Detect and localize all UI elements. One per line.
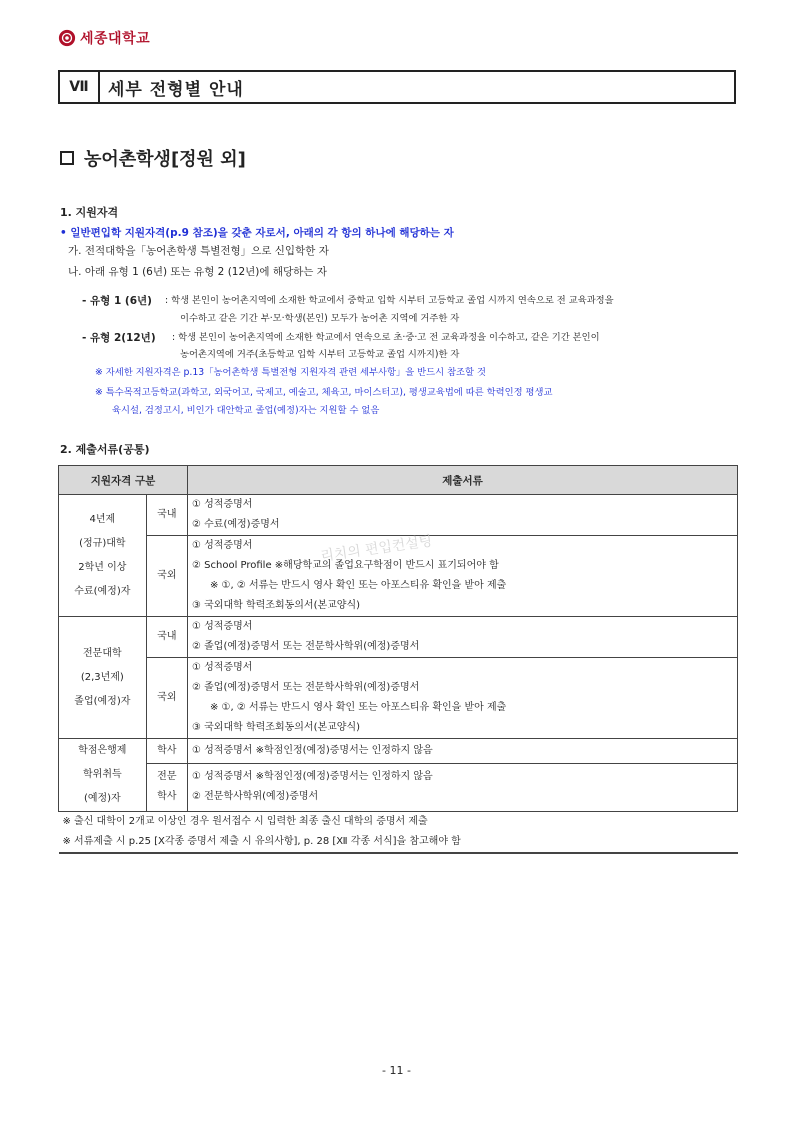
category-4yr (59, 495, 147, 617)
col-header-docs: 제출서류 (188, 466, 738, 495)
university-emblem-icon (58, 29, 76, 47)
doc-line: ③ 국외대학 학력조회동의서(본교양식) (192, 600, 361, 611)
sub-domestic: 국내 (146, 617, 187, 658)
doc-note: ※ ①, ② 서류는 반드시 영사 확인 또는 아포스티유 확인을 받아 제출 (210, 580, 507, 591)
category-line: 졸업(예정)자 (74, 695, 131, 707)
doc-line: ② 전문학사학위(예정)증명서 (192, 791, 319, 803)
category-credit-bank (59, 739, 147, 812)
doc-line: ③ 국외대학 학력조회동의서(본교양식) (192, 722, 361, 733)
s1-item-na: 나. 아래 유형 1 (6년) 또는 유형 2 (12년)에 해당하는 자 (68, 266, 327, 278)
s1-title: 1. 지원자격 (60, 206, 119, 219)
type1-line2: 이수하고 같은 기간 부·모·학생(본인) 모두가 농어촌 지역에 거주한 자 (180, 313, 460, 324)
docs-cell (188, 763, 738, 811)
university-logo (58, 28, 150, 48)
doc-line: ② 수료(예정)증명서 (192, 519, 280, 530)
table-notes (59, 812, 738, 854)
university-name: 세종대학교 (80, 31, 151, 47)
table-row (59, 763, 738, 811)
type1-line1: : 학생 본인이 농어촌지역에 소재한 학교에서 중학교 입학 시부터 고등학교 졸업 시까지 연속으로 전 교육과정을 (165, 295, 614, 306)
doc-line: ② 졸업(예정)증명서 또는 전문학사학위(예정)증명서 (192, 641, 420, 652)
table-header-row (59, 466, 738, 495)
docs-cell (188, 536, 738, 617)
type1-label: - 유형 1 (6년) (82, 295, 152, 307)
sub-foreign: 국외 (146, 658, 187, 739)
s1-bullet: • 일반편입학 지원자격(p.9 참조)을 갖춘 자로서, 아래의 각 항의 하나에 해당하는 자 (60, 227, 454, 239)
category-line: 수료(예정)자 (74, 585, 131, 597)
category-line: (정규)대학 (79, 537, 126, 549)
type2-label: - 유형 2(12년) (82, 332, 156, 344)
category-line: 학점은행제 (78, 745, 127, 756)
table-row (59, 739, 738, 764)
section-header (58, 70, 736, 104)
section-number: Ⅶ (60, 72, 100, 102)
category-line: (2,3년제) (80, 671, 124, 683)
watermark: 리치의 편입컨설팅 (319, 533, 434, 565)
table-row (59, 658, 738, 739)
doc-line: ① 성적증명서 ※학점인정(예정)증명서는 인정하지 않음 (192, 744, 433, 756)
sub-domestic: 국내 (146, 495, 187, 536)
table-row (59, 495, 738, 536)
doc-line: ① 성적증명서 (192, 662, 253, 673)
s1-note2-line2: 육시설, 검정고시, 비인가 대안학교 졸업(예정)자는 지원할 수 없음 (112, 405, 380, 416)
doc-line: ① 성적증명서 (192, 499, 253, 510)
doc-line: ① 성적증명서 (192, 621, 253, 632)
type2-line2: 농어촌지역에 거주(초등학교 입학 시부터 고등학교 졸업 시까지)한 자 (180, 349, 460, 360)
docs-cell (188, 658, 738, 739)
sub-foreign: 국외 (146, 536, 187, 617)
type2-line1: : 학생 본인이 농어촌지역에 소재한 학교에서 연속으로 초·중·고 전 교육과정을 이수하고, 같은 기간 본인이 (172, 332, 600, 343)
col-header-category: 지원자격 구분 (59, 466, 188, 495)
sub-associate (146, 763, 187, 811)
checkbox-square-icon (60, 151, 74, 165)
sub-line: 학사 (157, 791, 177, 803)
doc-note: ※ ①, ② 서류는 반드시 영사 확인 또는 아포스티유 확인을 받아 제출 (210, 702, 507, 713)
section-title: 세부 전형별 안내 (108, 79, 244, 100)
sub-line: 전문 (157, 771, 177, 783)
page-heading (60, 145, 246, 171)
s1-item-ga: 가. 전적대학을「농어촌학생 특별전형」으로 신입학한 자 (68, 245, 329, 257)
doc-line: ② 졸업(예정)증명서 또는 전문학사학위(예정)증명서 (192, 682, 420, 693)
table-row (59, 617, 738, 658)
doc-line: ① 성적증명서 (192, 540, 253, 551)
category-college (59, 617, 147, 739)
s1-note1: ※ 자세한 지원자격은 p.13「농어촌학생 특별전형 지원자격 관련 세부사항」을 반드시 참조할 것 (95, 367, 486, 378)
docs-cell (188, 495, 738, 536)
s2-title: 2. 제출서류(공통) (60, 443, 150, 456)
s1-note2-line1: ※ 특수목적고등학교(과학고, 외국어고, 국제고, 예술고, 체육고, 마이스터고), 평생교육법에 따른 학력인정 평생교 (95, 387, 553, 398)
doc-line: ① 성적증명서 ※학점인정(예정)증명서는 인정하지 않음 (192, 771, 433, 783)
page-number: - 11 - (382, 1064, 411, 1077)
doc-line: ② School Profile ※해당학교의 졸업요구학점이 반드시 표기되어야 함 (192, 560, 499, 571)
category-line: 전문대학 (83, 647, 122, 659)
table-note: ※ 출신 대학이 2개교 이상인 경우 원서접수 시 입력한 최종 출신 대학의 증명서 제출 (62, 816, 428, 827)
category-line: 4년제 (89, 513, 116, 525)
table-notes-row (59, 812, 738, 854)
category-line: (예정)자 (83, 793, 121, 804)
category-line: 2학년 이상 (78, 561, 127, 573)
required-documents-table (58, 465, 738, 854)
table-note: ※ 서류제출 시 p.25 [Ⅹ각종 증명서 제출 시 유의사항], p. 28 [Ⅻ 각종 서식]을 참고해야 함 (62, 836, 461, 847)
sub-bachelor: 학사 (146, 739, 187, 764)
heading-text: 농어촌학생[정원 외] (84, 149, 246, 170)
docs-cell (188, 617, 738, 658)
docs-cell (188, 739, 738, 764)
category-line: 학위취득 (83, 769, 122, 780)
